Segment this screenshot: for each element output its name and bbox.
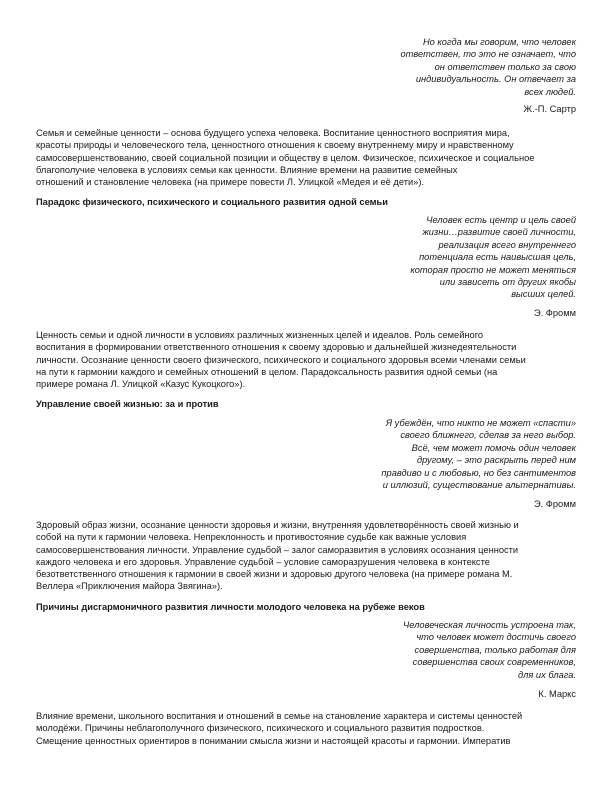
section-heading-paradox: Парадокс физического, психического и социального развития одной семьи: [36, 197, 388, 207]
epigraph-author-fromm-2: Э. Фромм: [533, 499, 576, 509]
epigraph-sartre: Но когда мы говорим, что человек ответствен, то это не означает, что он ответствен только за свою индивидуальность. Он отвечает за всех людей.: [400, 37, 576, 97]
section-heading-life-management: Управление своей жизнью: за и против: [36, 399, 219, 409]
section-heading-disharmony: Причины дисгармоничного развития личности молодого человека на рубеже веков: [36, 602, 425, 612]
paragraph-family-values: Семья и семейные ценности – основа будущего успеха человека. Воспитание ценностного восприятия мира, красоты природы и человеческого тела, ценностного отношения к своему внутреннему миру и нравственному самосовершенствованию, своей социальной позиции и обществу в целом. Физическое, психическое и социальное благополучие человека в условиях семьи как ценности. Влияние времени на развитие семейных отношений и становление человека (на примере повести Л. Улицкой «Медея и её дети»).: [36, 128, 535, 188]
epigraph-author-marx: К. Маркс: [538, 689, 576, 699]
epigraph-author-fromm-1: Э. Фромм: [533, 308, 576, 318]
epigraph-fromm-1: Человек есть центр и цель своей жизни…развитие своей личности, реализация всего внутреннего потенциала есть наивысшая цель, которая просто не может меняться или зависеть от других якобы высших целей.: [410, 215, 576, 300]
epigraph-author-sartre: Ж.-П. Сартр: [523, 104, 576, 114]
paragraph-healthy-life: Здоровый образ жизни, осознание ценности здоровья и жизни, внутренняя удовлетворённость своей жизнью и собой на пути к гармонии человека. Непреклонность и противостояние судьбе как важные условия самосовершенствования личности. Управление судьбой – залог саморазвития в условиях осознания ценности каждого человека и его здоровья. Управление судьбой – условие саморазрушения человека в контексте безответственного отношения к гармонии в своей жизни и здоровью другого человека (на примере романа М. Веллера «Приключения майора Звягина»).: [36, 520, 519, 592]
paragraph-youth-influence: Влияние времени, школьного воспитания и отношений в семье на становление характера и системы ценностей молодёжи. Причины неблагополучного физического, психического и социального развития подростков. Смещение ценностных ориентиров в понимании смысла жизни и настоящей красоты и гармонии. Императив: [36, 711, 523, 746]
epigraph-fromm-2: Я убеждён, что никто не может «спасти» своего ближнего, сделав за него выбор. Всё, чем может помочь один человек другому, – это раскрыть перед ним правдиво и с любовью, но без сантиментов и иллюзий, существование альтернативы.: [381, 418, 576, 491]
epigraph-marx: Человеческая личность устроена так, что человек может достичь своего совершенства, только работая для совершенства своих современников, для их блага.: [403, 620, 576, 680]
paragraph-family-personality: Ценность семьи и одной личности в условиях различных жизненных целей и идеалов. Роль семейного воспитания в формировании ответственного отношения к своему здоровью и дальнейшей жизнедеятельности личности. Осознание ценности своего физического, психического и социального здоровья всеми членами семьи на пути к гармонии каждого и семейных отношений в целом. Парадоксальность развития одной семьи (на примере романа Л. Улицкой «Казус Кукоцкого»).: [36, 330, 526, 390]
